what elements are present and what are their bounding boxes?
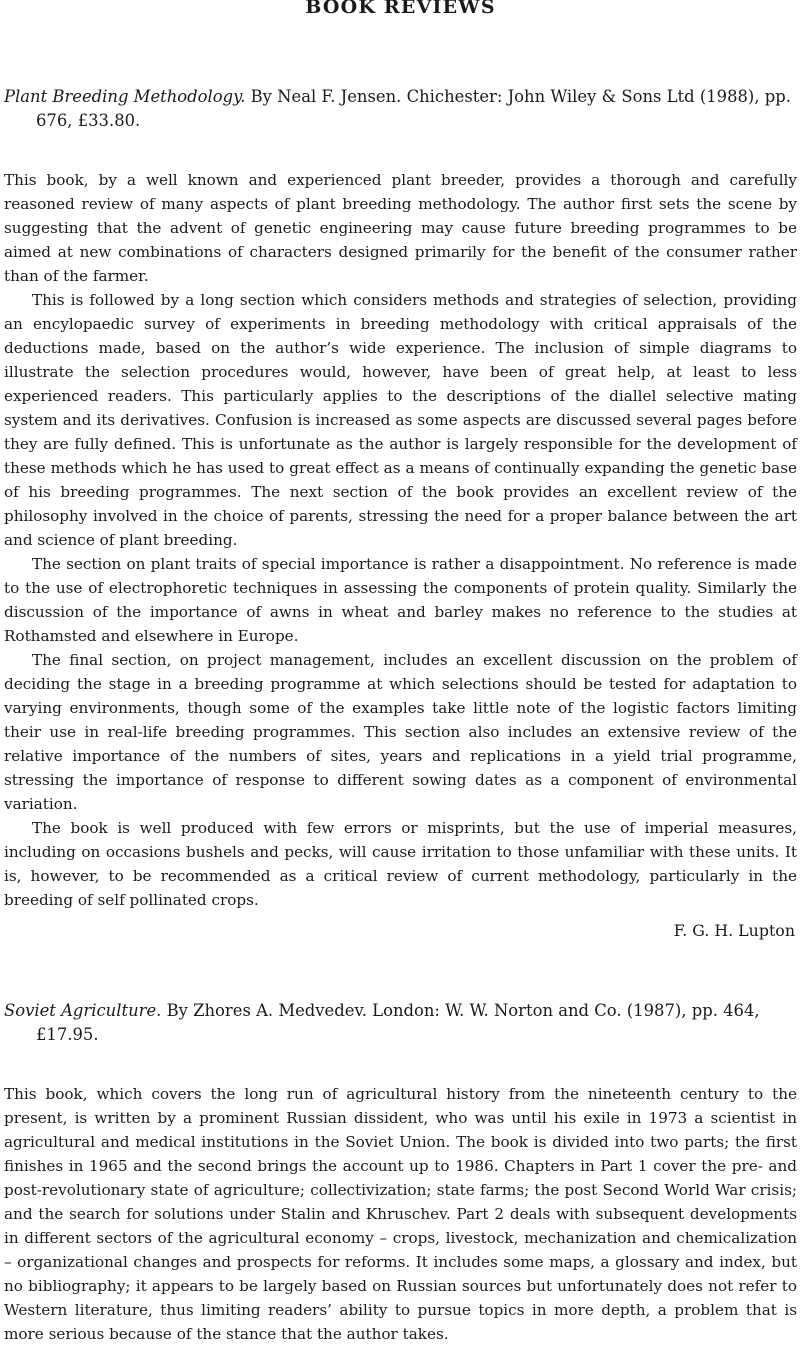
citation-details: By Zhores A. Medvedev. London: W. W. Norton and Co. (1987), pp. 464, £17.95. <box>36 1001 760 1044</box>
page <box>4 0 797 1346</box>
citation-details: By Neal F. Jensen. Chichester: John Wiley & Sons Ltd (1988), pp. 676, £33.80. <box>36 87 791 130</box>
review-paragraph: This book, which covers the long run of agricultural history from the nineteenth century to the present, is written by a prominent Russian dissident, who was until his exile in 1973 a scientist in agricultural and medical institutions in the Soviet Union. The book is divided into two parts; the first finishes in 1965 and the second brings the account up to 1986. Chapters in Part 1 cover the pre- and post-revolutionary state of agriculture; collectivization; state farms; the post Second World War crisis; and the search for solutions under Stalin and Khruschev. Part 2 deals with subsequent developments in different sectors of the agricultural economy – crops, livestock, mechanization and chemicalization – organizational changes and prospects for reforms. It includes some maps, a glossary and index, but no bibliography; it appears to be largely based on Russian sources but unfortunately does not refer to Western literature, thus limiting readers’ ability to pursue topics in more depth, a problem that is more serious because of the stance that the author takes. <box>4 1085 797 1343</box>
reviewer-name: F. G. H. Lupton <box>673 921 795 940</box>
review-citation <box>4 85 797 133</box>
review-paragraph: The book is well produced with few errors or misprints, but the use of imperial measures, including on occasions bushels and pecks, will cause irritation to those unfamiliar with these units. It is, however, to be recommended as a critical review of current methodology, particularly in the breeding of self pollinated crops. <box>4 819 797 909</box>
review-soviet-agriculture <box>4 999 797 1346</box>
book-title: Plant Breeding Methodology. <box>4 87 246 106</box>
review-plant-breeding <box>4 85 797 943</box>
review-paragraph: This book, by a well known and experienced plant breeder, provides a thorough and carefully reasoned review of many aspects of plant breeding methodology. The author first sets the scene by suggesting that the advent of genetic engineering may cause future breeding programmes to be aimed at new combinations of characters designed primarily for the benefit of the consumer rather than of the farmer. <box>4 171 797 285</box>
review-paragraph: This is followed by a long section which considers methods and strategies of selection, providing an encylopaedic survey of experiments in breeding methodology with critical appraisals of the deductions made, based on the author’s wide experience. The inclusion of simple diagrams to illustrate the selection procedures would, however, have been of great help, at least to less experienced readers. This particularly applies to the descriptions of the diallel selective mating system and its derivatives. Confusion is increased as some aspects are discussed several pages before they are fully defined. This is unfortunate as the author is largely responsible for the development of these methods which he has used to great effect as a means of continually expanding the genetic base of his breeding programmes. The next section of the book provides an excellent review of the philosophy involved in the choice of parents, stressing the need for a proper balance between the art and science of plant breeding. <box>4 291 797 549</box>
review-citation <box>4 999 797 1047</box>
page-title: BOOK REVIEWS <box>305 0 496 18</box>
review-paragraph: The final section, on project management, includes an excellent discussion on the problem of deciding the stage in a breeding programme at which selections should be tested for adaptation to varying environments, though some of the examples take little note of the logistic factors limiting their use in real-life breeding programmes. This section also includes an extensive review of the relative importance of the numbers of sites, years and replications in a yield trial programme, stressing the importance of response to different sowing dates as a component of environmental variation. <box>4 651 797 813</box>
review-paragraph: The section on plant traits of special importance is rather a disappointment. No reference is made to the use of electrophoretic techniques in assessing the components of protein quality. Similarly the discussion of the importance of awns in wheat and barley makes no reference to the studies at Rothamsted and elsewhere in Europe. <box>4 555 797 645</box>
book-title: Soviet Agriculture. <box>4 1001 162 1020</box>
